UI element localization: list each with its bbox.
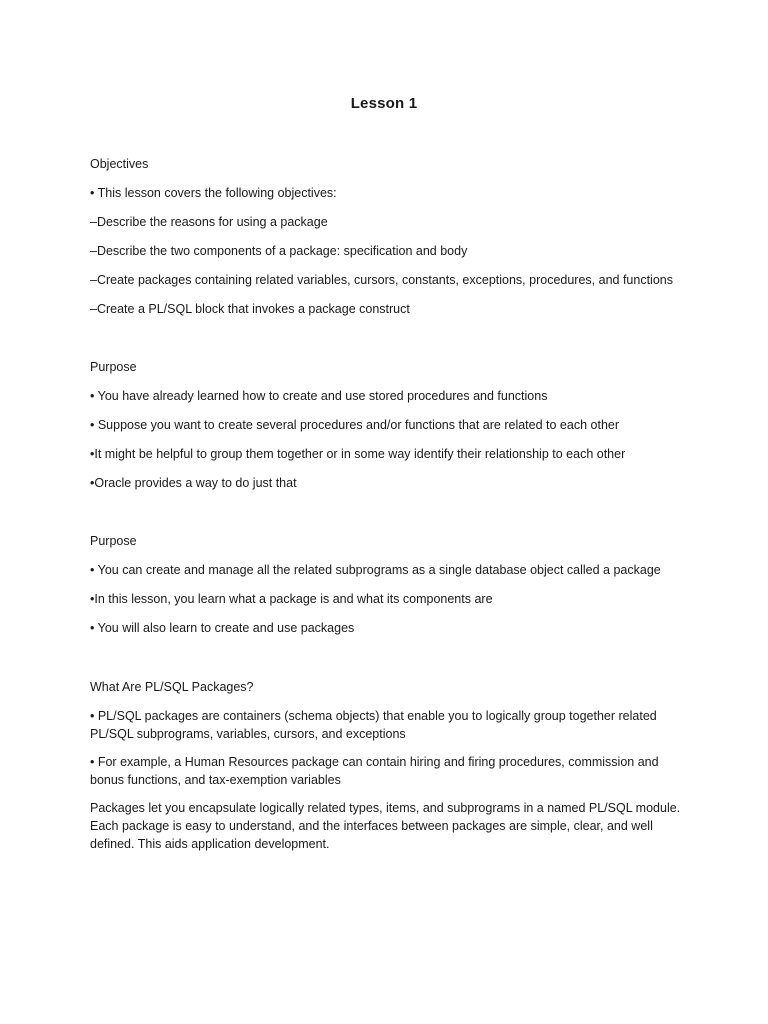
objective-line: –Create packages containing related variables, cursors, constants, exceptions, procedures, and functions [90, 273, 673, 287]
purpose-line: • Suppose you want to create several procedures and/or functions that are related to each other [90, 418, 620, 432]
objective-line: • This lesson covers the following objectives: [90, 186, 337, 200]
objective-line: –Describe the reasons for using a package [90, 215, 328, 229]
purpose-line: • You can create and manage all the related subprograms as a single database object called a package [90, 563, 661, 577]
purpose-line: •In this lesson, you learn what a package is and what its components are [90, 592, 493, 606]
section-objectives [90, 155, 690, 318]
objective-line: –Create a PL/SQL block that invokes a package construct [90, 302, 410, 316]
purpose-line: • You will also learn to create and use packages [90, 621, 355, 635]
section-purpose-1 [90, 358, 690, 492]
packages-paragraph: • PL/SQL packages are containers (schema objects) that enable you to logically group together related PL/SQL subprograms, variables, cursors, and exceptions [90, 709, 657, 741]
section-packages [90, 678, 690, 853]
spacer [90, 503, 690, 532]
packages-paragraph: • For example, a Human Resources package can contain hiring and firing procedures, commission and bonus functions, and tax-exemption variables [90, 755, 659, 787]
objective-line: –Describe the two components of a package: specification and body [90, 244, 468, 258]
section-heading: Objectives [90, 157, 149, 171]
spacer [90, 648, 690, 678]
document-body [90, 155, 690, 863]
packages-paragraph: Packages let you encapsulate logically related types, items, and subprograms in a named PL/SQL module. Each package is easy to understand, and the interfaces between packages are simple, clear, and well defined. This aids application development. [90, 801, 681, 851]
section-purpose-2 [90, 532, 690, 637]
purpose-line: • You have already learned how to create and use stored procedures and functions [90, 389, 548, 403]
purpose-line: •Oracle provides a way to do just that [90, 476, 297, 490]
section-heading: What Are PL/SQL Packages? [90, 680, 254, 694]
purpose-line: •It might be helpful to group them together or in some way identify their relationship to each other [90, 447, 626, 461]
page-title: Lesson 1 [350, 95, 418, 112]
section-heading: Purpose [90, 534, 137, 548]
spacer [90, 329, 690, 358]
section-heading: Purpose [90, 360, 137, 374]
